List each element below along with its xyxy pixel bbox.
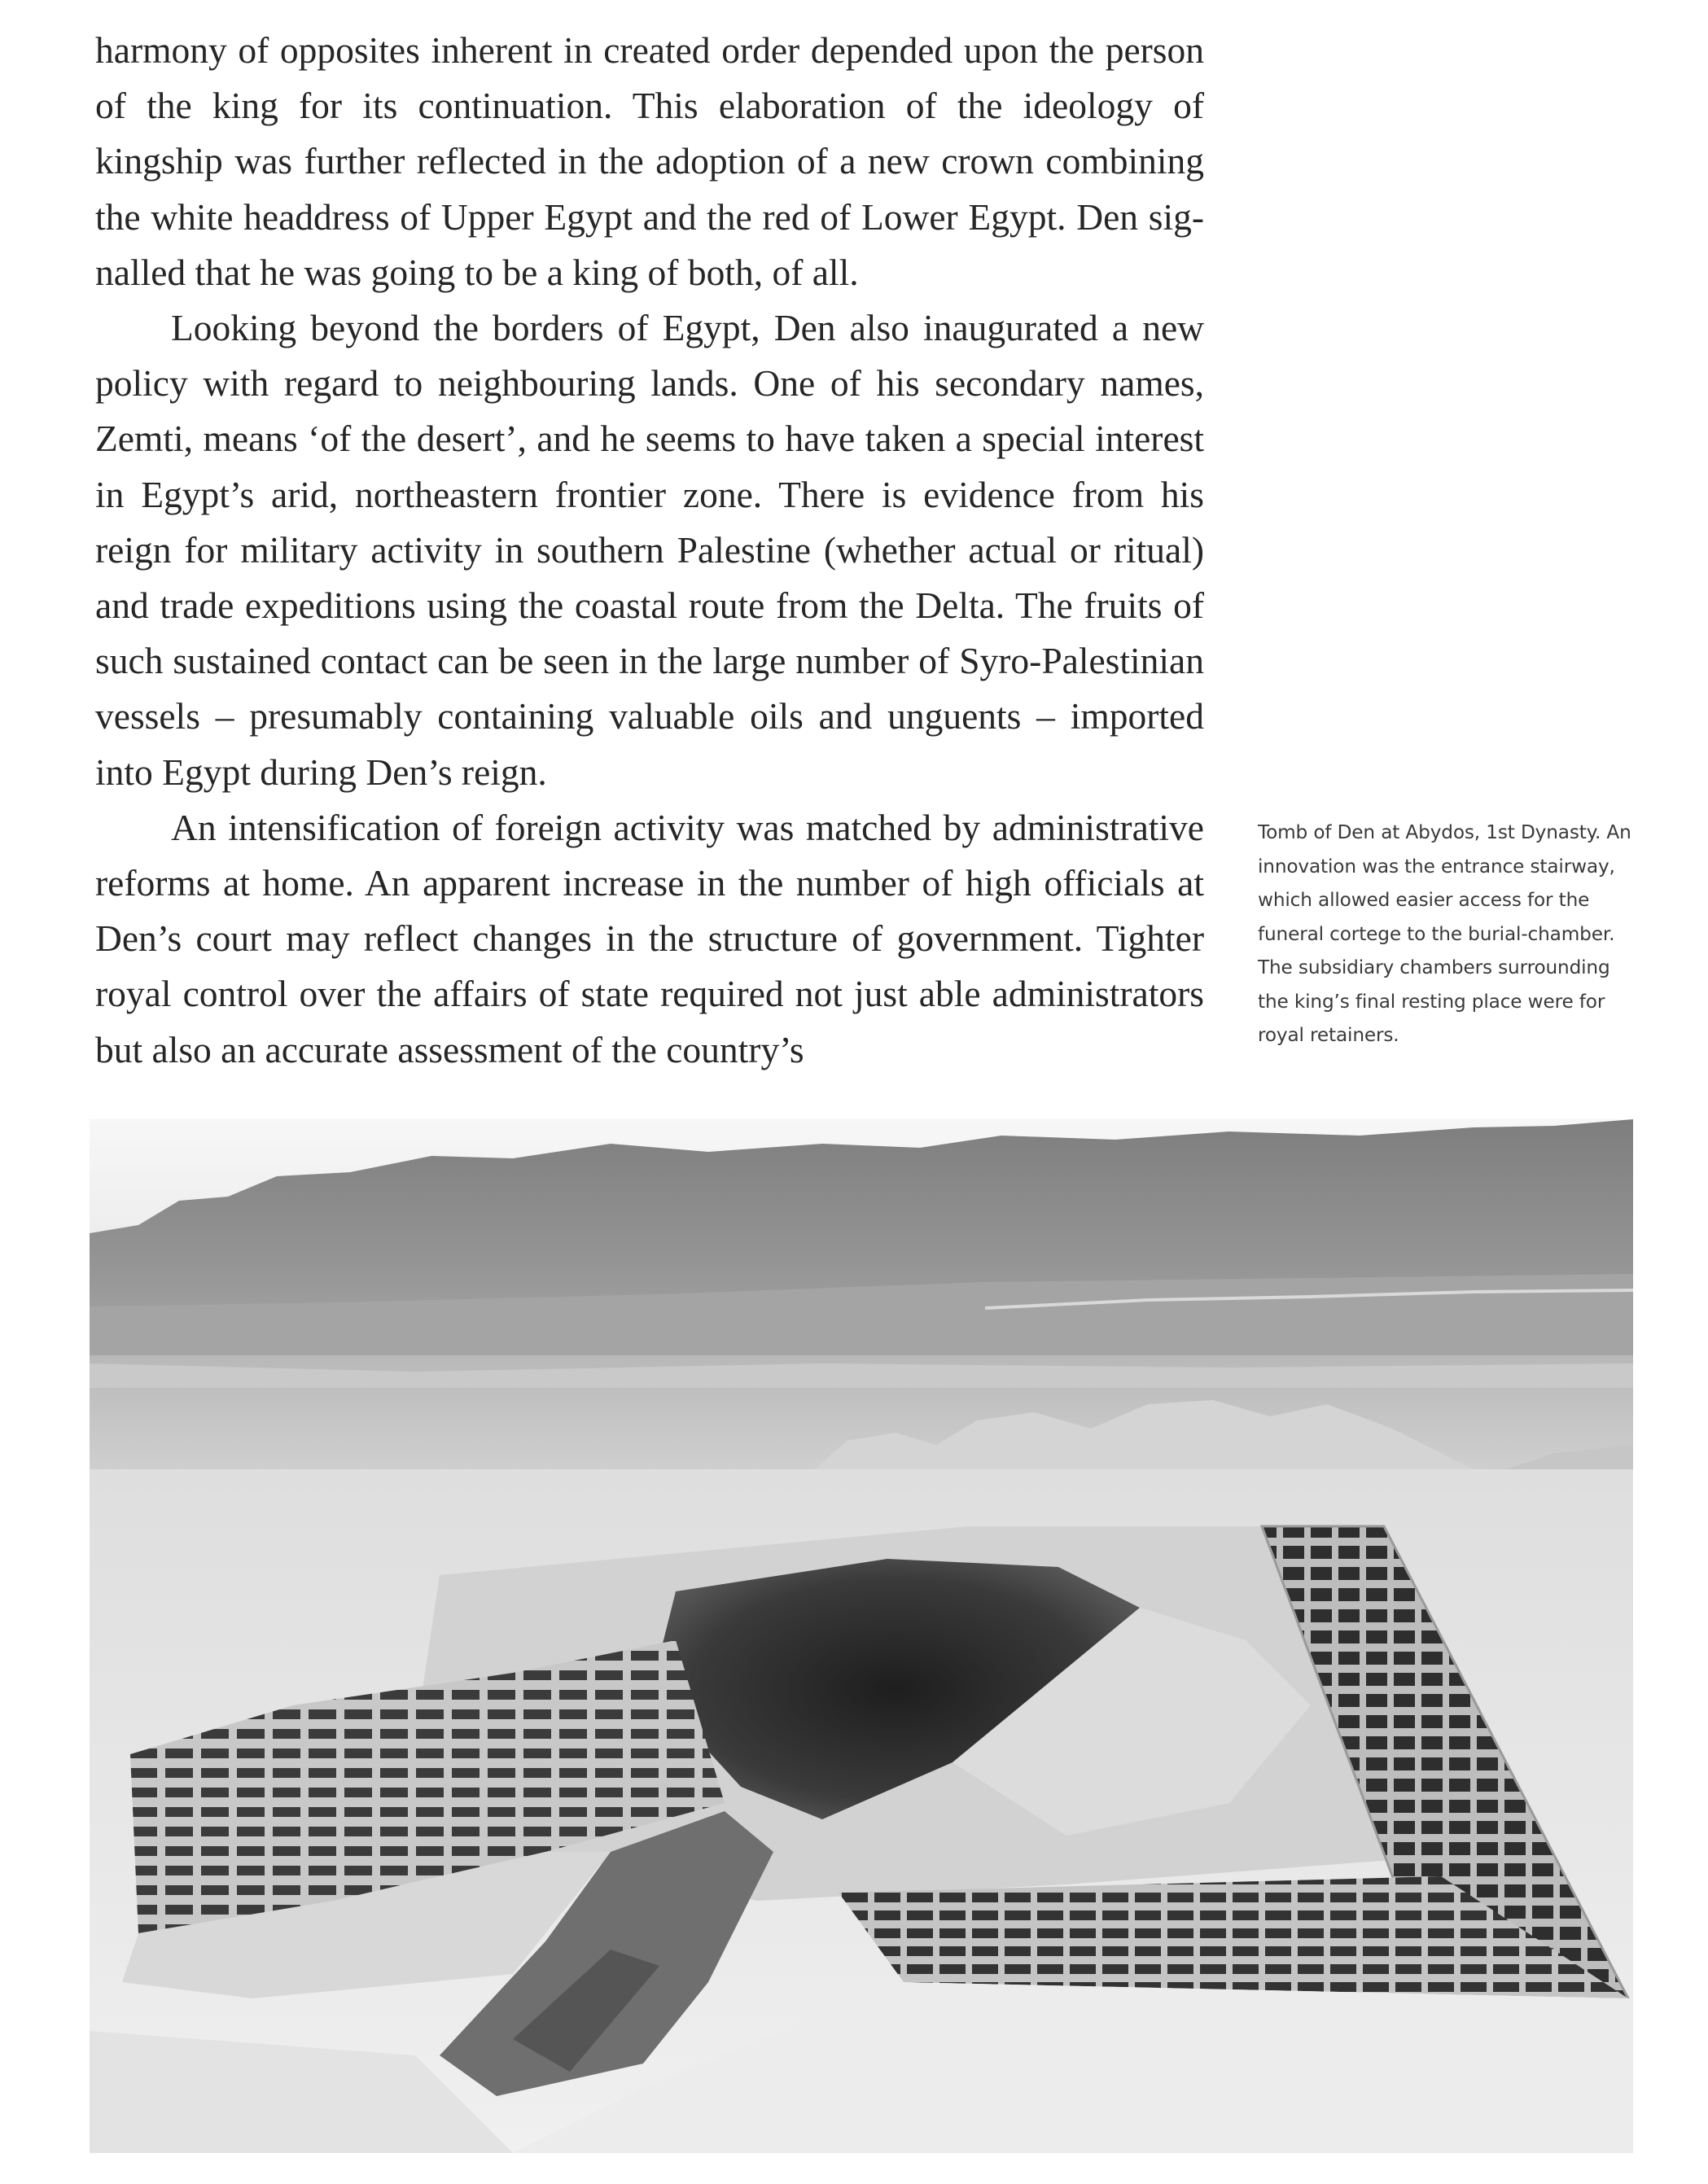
paragraph-2: Looking beyond the borders of Egypt, Den also inaugurated a new policy with regard to neighbouring lands. One of his secondary names, Zemti, means ‘of the desert’, and he seems to have taken a special interest in Egypt’s arid, northeastern frontier zone. There is evidence from his reign for military activity in southern Palestine (whether actual or ritual) and trade expeditions using the coastal route from the Delta. The fruits of such sustained contact can be seen in the large number of Syro-Palestinian vessels – presumably containing valuable oils and unguents – imported into Egypt during Den’s reign. [95, 307, 1204, 793]
tomb-photograph [90, 1119, 1633, 2153]
body-text [95, 23, 1204, 1078]
paragraph-1: harmony of opposites inherent in created order depended upon the person of the king for its continuation. This elaboration of the ideology of kingship was further reflected in the adoption of a new crown combining the white headdress of Upper Egypt and the red of Lower Egypt. Den signalled that he was going to be a king of both, of all. [95, 29, 1204, 293]
photo-caption: Tomb of Den at Abydos, 1st Dynasty. An innovation was the entrance stairway, which allowed easier access for the funeral cortege to the burial-chamber. The subsidiary chambers surrounding the king’s final resting place were for royal retainers. [1258, 821, 1631, 1046]
paragraph-3: An intensification of foreign activity was matched by administrative reforms at home. An apparent increase in the number of high officials at Den’s court may reflect changes in the structure of government. Tighter royal control over the affairs of state required not just able administrators but also an accurate assessment of the country’s [95, 806, 1204, 1070]
